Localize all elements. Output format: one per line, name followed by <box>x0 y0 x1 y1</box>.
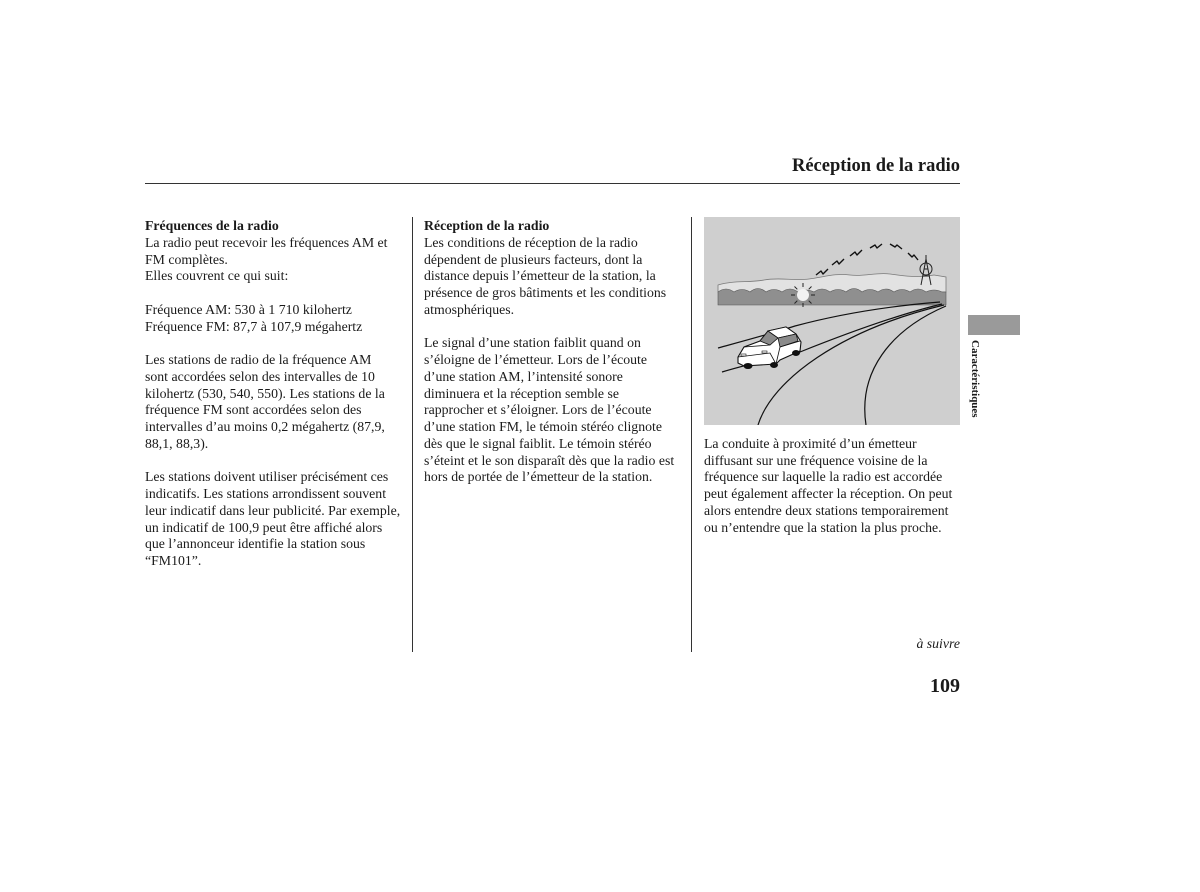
text-line: rapprocher et s’éloigner. Lors de l’écoute <box>424 402 652 418</box>
text-line: peut également affecter la réception. On peut <box>704 486 953 501</box>
text-line: distance depuis l’émetteur de la station, la <box>424 268 656 284</box>
text-line: indicatifs. Les stations arrondissent souvent <box>145 486 387 501</box>
paragraph <box>424 335 674 486</box>
page-number: 109 <box>930 675 960 697</box>
radio-reception-illustration <box>704 217 960 425</box>
section-heading: Réception de la radio <box>424 218 550 233</box>
text-line: s’éloigne de l’émetteur. Lors de l’écoute <box>424 352 647 367</box>
text-line: intervalles d’au moins 0,2 mégahertz (87,9, <box>145 419 385 434</box>
text-line: fréquence FM sont accordées selon des <box>145 402 362 418</box>
text-line: La conduite à proximité d’un émetteur <box>704 435 917 451</box>
text-line: présence de gros bâtiments et les conditions <box>424 285 667 300</box>
side-tab-label: Caractéristiques <box>969 340 981 418</box>
car-wheel <box>771 363 778 368</box>
paragraph <box>145 469 400 570</box>
text-line: d’une station FM, le témoin stéréo clignote <box>424 419 662 434</box>
text-line: Les stations de radio de la fréquence AM <box>145 352 372 367</box>
column-divider <box>412 217 413 652</box>
text-line: ou n’entendre que la station la plus proche. <box>704 519 942 535</box>
text-line: leur indicatif dans leur publicité. Par exemple, <box>145 502 401 518</box>
text-line: Fréquence FM: 87,7 à 107,9 mégahertz <box>145 318 363 334</box>
illustration-background <box>704 217 960 425</box>
text-line: atmosphériques. <box>424 301 515 317</box>
paragraph <box>424 235 674 319</box>
text-line: hors de portée de l’émetteur de la station. <box>424 469 653 485</box>
text-line: fréquence sur laquelle la radio est accordée <box>704 469 943 485</box>
text-line: diminuera et la réception semble se <box>424 385 619 401</box>
car-headlight <box>741 354 746 356</box>
column-nearby-transmitter <box>704 436 952 537</box>
page-title: Réception de la radio <box>791 156 960 176</box>
tree-line <box>718 289 946 306</box>
paragraph <box>145 302 400 336</box>
text-line: “FM101”. <box>145 553 202 568</box>
text-line: Fréquence AM: 530 à 1 710 kilohertz <box>145 301 352 317</box>
text-line: dès que le signal faiblit. Le témoin stéréo <box>424 435 652 451</box>
text-line: dépendent de plusieurs facteurs, dont la <box>424 251 643 267</box>
text-line: Elles couvrent ce qui suit: <box>145 268 289 284</box>
paragraph <box>145 235 400 285</box>
section-heading: Fréquences de la radio <box>145 218 279 233</box>
text-line: kilohertz (530, 540, 550). Les stations de la <box>145 385 385 401</box>
text-line: Les stations doivent utiliser précisément ces <box>145 469 389 485</box>
text-line: FM complètes. <box>145 251 228 267</box>
text-line: Le signal d’une station faiblit quand on <box>424 335 641 351</box>
column-radio-frequencies <box>145 218 400 570</box>
text-line: diffusant sur une fréquence voisine de la <box>704 452 928 468</box>
car-headlight <box>762 351 767 353</box>
burst-center <box>797 289 809 301</box>
text-line: alors entendre deux stations temporairement <box>704 502 949 518</box>
text-line: La radio peut recevoir les fréquences AM et <box>145 234 388 250</box>
side-tab <box>968 315 1020 335</box>
paragraph <box>145 352 400 453</box>
text-line: d’une station AM, l’intensité sonore <box>424 368 623 384</box>
interference-burst-icon <box>791 283 815 307</box>
text-line: 88,1, 88,3). <box>145 435 209 451</box>
column-divider <box>691 217 692 652</box>
continued-note: à suivre <box>916 636 960 651</box>
text-line: s’éteint et le son disparaît dès que la radio est <box>424 452 675 468</box>
column-radio-reception <box>424 218 674 486</box>
car-wheel <box>793 351 800 356</box>
text-line: Les conditions de réception de la radio <box>424 234 638 250</box>
car-wheel <box>744 364 752 369</box>
text-line: un indicatif de 100,9 peut être affiché alors <box>145 519 383 535</box>
paragraph <box>704 436 952 537</box>
text-line: que l’annonceur identifie la station sous <box>145 536 366 552</box>
header-rule <box>145 183 960 184</box>
text-line: sont accordées selon des intervalles de 10 <box>145 368 375 384</box>
